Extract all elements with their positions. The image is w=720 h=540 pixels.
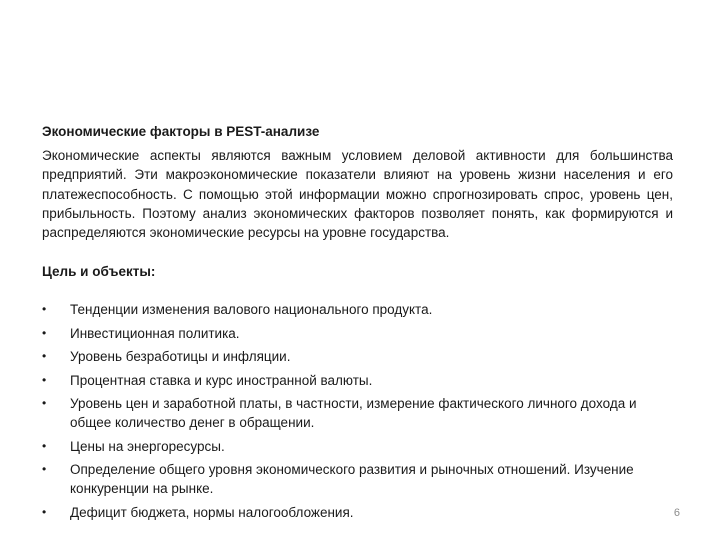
goals-list xyxy=(42,300,673,522)
list-item xyxy=(42,460,673,498)
list-item xyxy=(42,503,673,522)
bullet-icon: • xyxy=(42,349,47,364)
intro-paragraph: Экономические аспекты являются важным условием деловой активности для большинства предприятий. Эти макроэкономические показатели влияют на уровень жизни населения и его платежеспособность. С помощью этой информации можно спрогнозировать спрос, уровень цен, прибыльность. Поэтому анализ экономических факторов позволяет понять, как формируются и распределяются экономические ресурсы на уровне государства. xyxy=(42,148,673,241)
list-item-text: Тенденции изменения валового национального продукта. xyxy=(70,302,433,318)
list-item-text: Процентная ставка и курс иностранной валюты. xyxy=(70,372,373,388)
list-item xyxy=(42,394,673,432)
list-item xyxy=(42,437,673,456)
bullet-icon: • xyxy=(42,462,47,477)
bullet-icon: • xyxy=(42,438,47,453)
list-item-text: Инвестиционная политика. xyxy=(70,325,240,341)
list-item-text: Определение общего уровня экономического развития и рыночных отношений. Изучение конкуренции на рынке. xyxy=(70,462,634,497)
bullet-icon: • xyxy=(42,396,47,411)
list-item-text: Дефицит бюджета, нормы налогообложения. xyxy=(70,504,354,520)
bullet-icon: • xyxy=(42,302,47,317)
bullet-icon: • xyxy=(42,325,47,340)
list-item-text: Уровень цен и заработной платы, в частности, измерение фактического личного дохода и общее количество денег в обращении. xyxy=(70,396,637,431)
section-title: Экономические факторы в PEST-анализе xyxy=(42,124,320,139)
bullet-icon: • xyxy=(42,504,47,519)
goals-heading: Цель и объекты: xyxy=(42,264,156,280)
list-item-text: Уровень безработицы и инфляции. xyxy=(70,349,291,365)
slide-content xyxy=(42,122,673,526)
list-item xyxy=(42,300,673,319)
bullet-icon: • xyxy=(42,372,47,387)
list-item xyxy=(42,371,673,390)
list-item xyxy=(42,347,673,366)
list-item xyxy=(42,324,673,343)
list-item-text: Цены на энергоресурсы. xyxy=(70,438,225,454)
page-number: 6 xyxy=(673,507,680,519)
